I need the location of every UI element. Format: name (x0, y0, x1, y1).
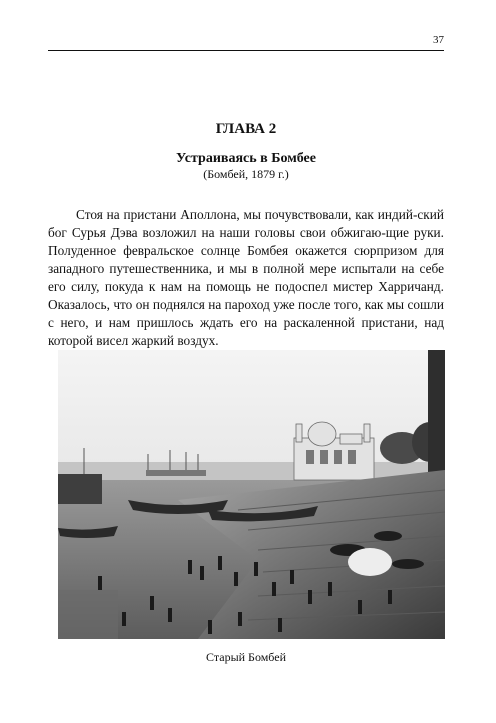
running-header (48, 34, 444, 51)
section-title: Устраиваясь в Бомбее (176, 151, 316, 166)
body-paragraph: Стоя на пристани Аполлона, мы почувствовали, как индий-ский бог Сурья Дэва возложил на наши головы свои обжигаю-щие руки. Полуденное февральское солнце Бомбея окажется сюрпризом для западного путешественника, и мы в полной мере испытали на себе его силу, покуда к нам на помощь не подоспел мистер Харричанд. Оказалось, что он поднялся на пароход уже после того, как мы сошли с него, и нам пришлось ждать его на раскаленной пристани, над которой висел жаркий воздух. (48, 207, 444, 348)
chapter-title: ГЛАВА 2 (215, 121, 277, 137)
page-number: 37 (433, 34, 444, 46)
old-bombay-photo (58, 350, 445, 639)
dateline: (Бомбей, 1879 г.) (203, 167, 289, 181)
figure-caption: Старый Бомбей (206, 650, 286, 664)
